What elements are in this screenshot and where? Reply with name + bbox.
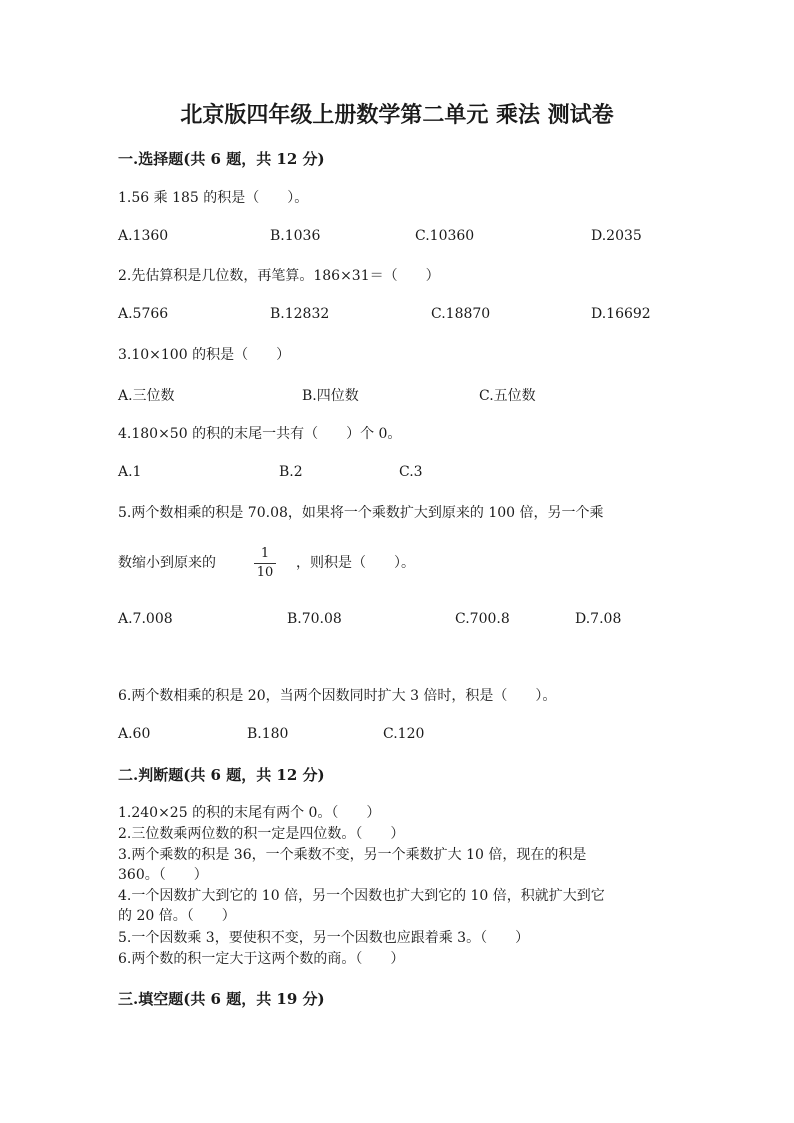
question-5-line-2: 数缩小到原来的 [118,555,216,571]
option-4b: B.2 [279,464,303,480]
option-1d: D.2035 [591,228,642,244]
section-heading-fill-in: 三.填空题(共 6 题，共 19 分) [118,990,325,1008]
judgment-line-6: 6.两个数的积一定大于这两个数的商。（ ） [118,951,405,967]
option-3a: A.三位数 [118,388,175,404]
option-5b: B.70.08 [287,611,342,627]
judgment-line-3: 3.两个乘数的积是 36，一个乘数不变，另一个乘数扩大 10 倍，现在的积是 [118,847,587,863]
option-5a: A.7.008 [118,611,173,627]
option-5c: C.700.8 [455,611,510,627]
fraction-one-tenth [254,546,276,581]
section-heading-choice: 一.选择题(共 6 题，共 12 分) [118,150,325,168]
judgment-line-4-cont: 的 20 倍。（ ） [118,908,236,924]
option-6c: C.120 [383,726,425,742]
option-3b: B.四位数 [302,388,359,404]
option-4a: A.1 [118,464,142,480]
judgment-line-2: 2.三位数乘两位数的积一定是四位数。（ ） [118,826,405,842]
option-1b: B.1036 [270,228,321,244]
option-1c: C.10360 [415,228,475,244]
option-5d: D.7.08 [575,611,622,627]
section-heading-judgment: 二.判断题(共 6 题，共 12 分) [118,766,325,784]
option-2b: B.12832 [270,306,330,322]
question-4: 4.180×50 的积的末尾一共有（ ）个 0。 [118,426,402,442]
option-4c: C.3 [399,464,423,480]
option-2c: C.18870 [431,306,491,322]
fraction-bar [254,563,276,564]
question-6: 6.两个数相乘的积是 20，当两个因数同时扩大 3 倍时，积是（ ）。 [118,688,557,704]
question-3: 3.10×100 的积是（ ） [118,347,291,363]
page-title: 北京版四年级上册数学第二单元 乘法 测试卷 [180,102,614,128]
question-5-line-2-end: ，则积是（ ）。 [296,555,415,571]
fraction-numerator: 1 [260,546,270,561]
option-2a: A.5766 [118,306,169,322]
option-6a: A.60 [118,726,151,742]
fraction-denominator: 10 [256,565,274,580]
option-3c: C.五位数 [479,388,536,404]
judgment-line-3-cont: 360。（ ） [118,867,208,883]
question-5-line-1: 5.两个数相乘的积是 70.08，如果将一个乘数扩大到原来的 100 倍，另一个乘 [118,505,604,521]
question-1: 1.56 乘 185 的积是（ ）。 [118,190,309,206]
judgment-line-5: 5.一个因数乘 3，要使积不变，另一个因数也应跟着乘 3。（ ） [118,930,530,946]
question-2: 2.先估算积是几位数，再笔算。186×31＝（ ） [118,268,440,284]
option-6b: B.180 [247,726,289,742]
judgment-line-4: 4.一个因数扩大到它的 10 倍，另一个因数也扩大到它的 10 倍，积就扩大到它 [118,888,605,904]
option-1a: A.1360 [118,228,169,244]
option-2d: D.16692 [591,306,651,322]
judgment-line-1: 1.240×25 的积的末尾有两个 0。（ ） [118,805,381,821]
